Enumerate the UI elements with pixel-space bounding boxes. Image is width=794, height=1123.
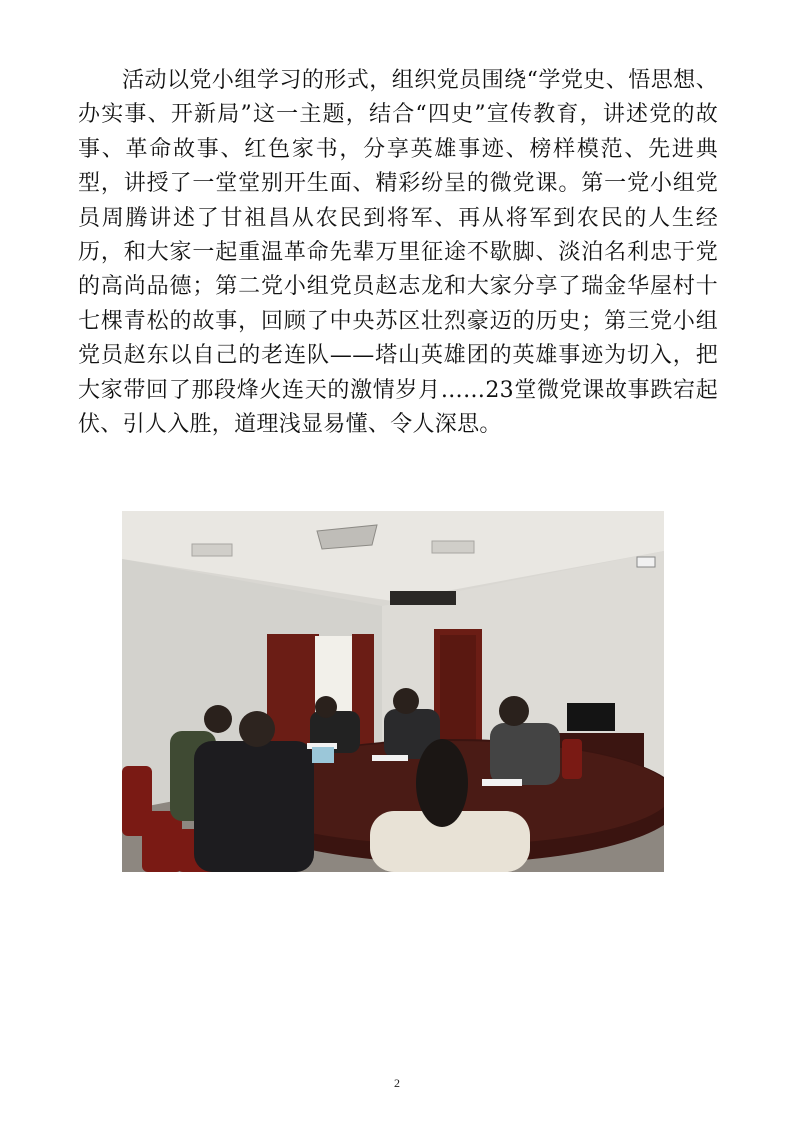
ceiling-panel-right bbox=[432, 541, 474, 553]
monitor bbox=[567, 703, 615, 731]
chair bbox=[562, 739, 582, 779]
tissue-box bbox=[312, 747, 334, 763]
meeting-photo-illustration bbox=[122, 511, 664, 872]
page-number: 2 bbox=[394, 1076, 400, 1090]
right-door-panel bbox=[440, 635, 476, 750]
paper bbox=[372, 755, 408, 761]
meeting-photo bbox=[122, 511, 664, 872]
security-camera bbox=[637, 557, 655, 567]
body-paragraph: 活动以党小组学习的形式，组织党员围绕“学党史、悟思想、办实事、开新局”这一主题，结合“四史”宣传教育，讲述党的故事、革命故事、红色家书，分享英雄事迹、榜样模范、先进典型，讲授了一堂堂别开生面、精彩纷呈的微党课。第一党小组党员周腾讲述了甘祖昌从农民到将军、再从将军到农民的人生经历，和大家一起重温革命先辈万里征途不歇脚、淡泊名利忠于党的高尚品德；第二党小组党员赵志龙和大家分享了瑞金华屋村十七棵青松的故事，回顾了中央苏区壮烈豪迈的历史；第三党小组党员赵东以自己的老连队——塔山英雄团的英雄事迹为切入，把大家带回了那段烽火连天的激情岁月……23堂微党课故事跌宕起伏、引人入胜，道理浅显易懂、令人深思。 bbox=[78, 68, 718, 438]
ceiling-panel-left bbox=[192, 544, 232, 556]
paper bbox=[482, 779, 522, 786]
chair bbox=[142, 811, 182, 872]
air-conditioner bbox=[390, 591, 456, 605]
